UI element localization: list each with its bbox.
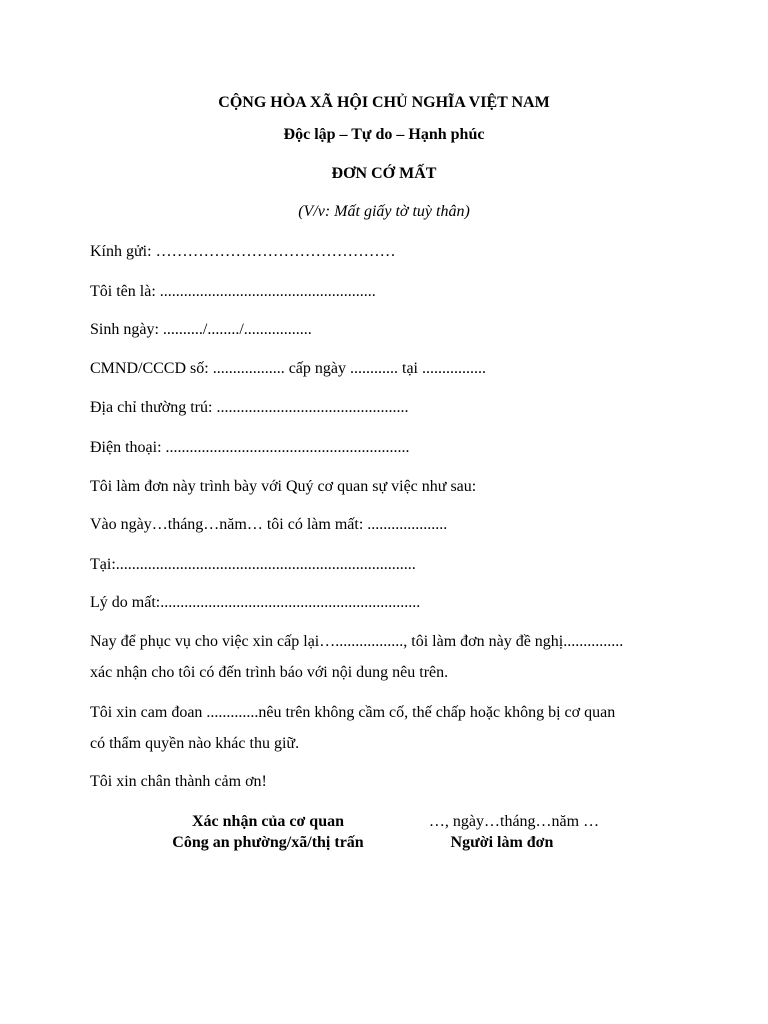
thanks-line: Tôi xin chân thành cảm ơn! xyxy=(90,773,267,790)
address-line: Địa chỉ thường trú: ................................................ xyxy=(90,399,409,416)
recipient-line: Kính gửi: ……………………………………… xyxy=(90,243,396,260)
phone-line: Điện thoại: ............................................................. xyxy=(90,439,410,456)
motto: Độc lập – Tự do – Hạnh phúc xyxy=(283,126,485,143)
reason-line: Lý do mất:................................................................. xyxy=(90,594,421,611)
applicant-label: Người làm đơn xyxy=(450,834,554,851)
place-line: Tại:........................................................................... xyxy=(90,556,416,573)
request-line-2: xác nhận cho tôi có đến trình báo với nội dung nêu trên. xyxy=(90,664,449,681)
place-date-line: …, ngày…tháng…năm … xyxy=(428,813,600,830)
nation-heading: CỘNG HÒA XÃ HỘI CHỦ NGHĨA VIỆT NAM xyxy=(218,94,550,111)
document-subject: (V/v: Mất giấy tờ tuỳ thân) xyxy=(298,203,470,220)
birth-line: Sinh ngày: ........../......../................. xyxy=(90,321,312,338)
pledge-line-1: Tôi xin cam đoan .............nêu trên không cầm cố, thế chấp hoặc không bị cơ quan xyxy=(90,704,616,721)
document-title: ĐƠN CỚ MẤT xyxy=(331,165,437,182)
request-line-1: Nay để phục vụ cho việc xin cấp lại…................., tôi làm đơn này đề nghị............... xyxy=(90,633,624,650)
authority-confirmation-label: Xác nhận của cơ quan xyxy=(191,813,344,830)
police-office-label: Công an phường/xã/thị trấn xyxy=(172,834,364,851)
pledge-line-2: có thẩm quyền nào khác thu giữ. xyxy=(90,735,300,752)
name-line: Tôi tên là: ...................................................... xyxy=(90,283,376,300)
intro-line: Tôi làm đơn này trình bày với Quý cơ quan sự việc như sau: xyxy=(90,478,477,495)
id-card-line: CMND/CCCD số: .................. cấp ngày ............ tại ................ xyxy=(90,360,486,377)
date-lost-line: Vào ngày…tháng…năm… tôi có làm mất: .................... xyxy=(90,516,448,533)
